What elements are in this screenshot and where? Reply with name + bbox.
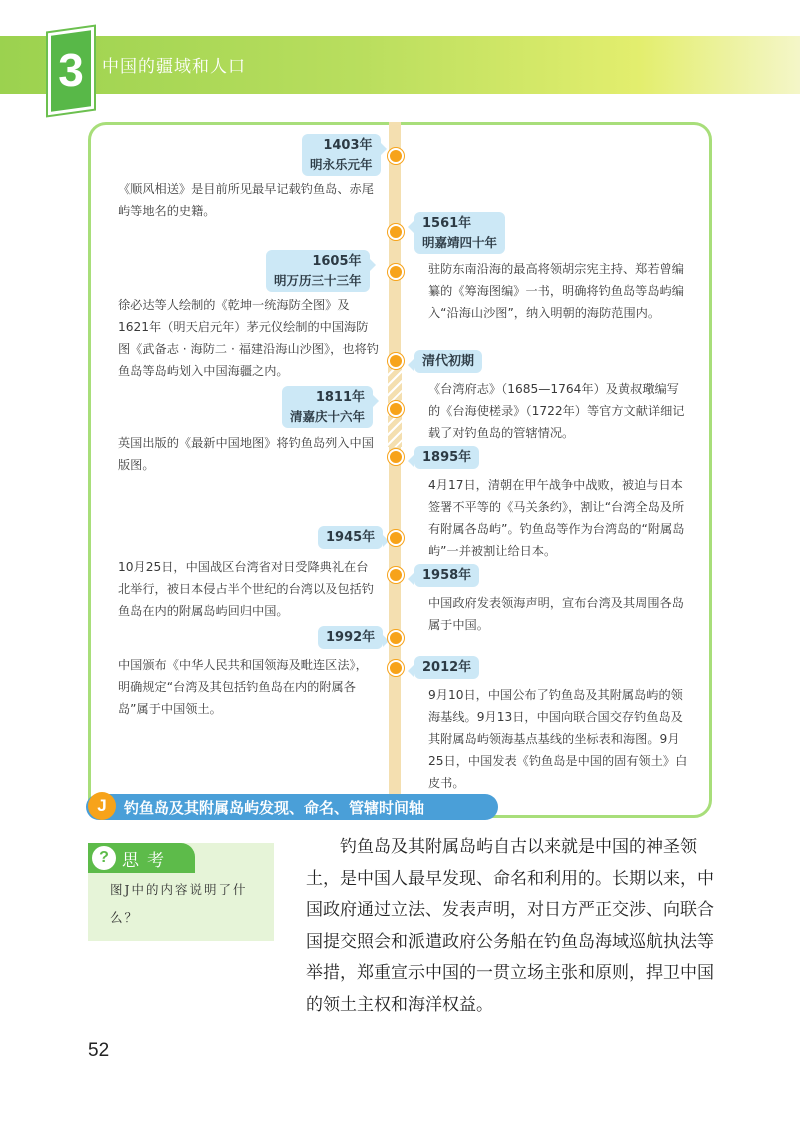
year-label: 1811年 <box>315 390 366 405</box>
timeline-event-text: 英国出版的《最新中国地图》将钓鱼岛列入中国版图。 <box>118 436 374 472</box>
era-label: 清嘉庆十六年 <box>290 409 366 424</box>
year-label: 1895年 <box>422 450 472 465</box>
timeline-event-text: 4月17日，清朝在甲午战争中战败，被迫与日本签署不平等的《马关条约》，割让“台湾全岛及所有附属各岛屿”。钓鱼岛等作为台湾岛的“附属岛屿”一并被割让给日本。 <box>428 478 685 558</box>
timeline-year-tag <box>318 626 383 649</box>
body-paragraph: 钓鱼岛及其附属岛屿自古以来就是中国的神圣领土，是中国人最早发现、命名和利用的。长期以来，中国政府通过立法、发表声明，对日方严正交涉、向联合国提交照会和派遣政府公务船在钓鱼岛海域巡航执法等举措，郑重宣示中国的一贯立场主张和原则，捍卫中国的领土主权和海洋权益。 <box>306 837 714 1015</box>
timeline-event-text: 9月10日，中国公布了钓鱼岛及其附属岛屿的领海基线。9月13日，中国向联合国交存钓鱼岛及其附属岛屿领海基点基线的坐标表和海图。9月25日，中国发表《钓鱼岛是中国的固有领土》白皮书。 <box>428 688 688 790</box>
timeline-event-text: 《台湾府志》（1685—1764年）及黄叔璥编写的《台海使槎录》（1722年）等官方文献详细记载了对钓鱼岛的管辖情况。 <box>428 382 685 440</box>
figure-caption: 钓鱼岛及其附属岛屿发现、命名、管辖时间轴 <box>124 799 425 817</box>
timeline-dot <box>388 449 404 465</box>
think-title: 思考 <box>122 851 172 871</box>
timeline-event-text: 《顺风相送》是目前所见最早记载钓鱼岛、赤尾屿等地名的史籍。 <box>118 182 374 218</box>
timeline-dot <box>388 264 404 280</box>
era-label: 明永乐元年 <box>310 157 373 172</box>
timeline-year-tag <box>266 250 370 292</box>
year-label: 1561年 <box>422 216 472 231</box>
timeline-dot <box>388 148 404 164</box>
timeline-event-text: 徐必达等人绘制的《乾坤一统海防全图》及1621年（明天启元年）茅元仪绘制的中国海防图《武备志 · 海防二 · 福建沿海山沙图》，也将钓鱼岛等岛屿划入中国海疆之内。 <box>118 298 379 378</box>
year-label: 清代初期 <box>422 354 475 369</box>
year-label: 1403年 <box>323 138 373 153</box>
timeline-dot <box>388 660 404 676</box>
timeline-event-text: 驻防东南沿海的最高将领胡宗宪主持、郑若曾编纂的《筹海图编》一书，明确将钓鱼岛等岛屿编入“沿海山沙图”，纳入明朝的海防范围内。 <box>428 262 684 320</box>
timeline-dot <box>388 224 404 240</box>
timeline-event-text: 10月25日，中国战区台湾省对日受降典礼在台北举行，被日本侵占半个世纪的台湾以及包括钓鱼岛在内的附属岛屿回归中国。 <box>118 560 374 618</box>
timeline-year-tag <box>318 526 383 549</box>
era-label: 明嘉靖四十年 <box>422 235 498 250</box>
timeline-dot <box>388 630 404 646</box>
year-label: 1605年 <box>312 254 362 269</box>
timeline-year-tag <box>414 350 482 373</box>
timeline-year-tag <box>414 212 505 254</box>
page-number: 52 <box>88 1040 110 1061</box>
timeline-year-tag <box>414 564 479 587</box>
timeline-event-text: 中国颁布《中华人民共和国领海及毗连区法》，明确规定“台湾及其包括钓鱼岛在内的附属各岛”属于中国领土。 <box>118 658 368 716</box>
question-icon: ? <box>92 846 116 870</box>
timeline-year-tag <box>282 386 373 428</box>
era-label: 明万历三十三年 <box>274 273 362 288</box>
year-label: 1992年 <box>326 630 376 645</box>
year-label: 1958年 <box>422 568 472 583</box>
timeline-year-tag <box>414 446 479 469</box>
chapter-number: 3 <box>58 44 84 96</box>
timeline-dot <box>388 530 404 546</box>
chapter-title: 中国的疆域和人口 <box>102 57 246 77</box>
figure-letter-badge: J <box>88 792 116 820</box>
year-label: 1945年 <box>326 530 376 545</box>
chapter-number-badge <box>48 27 94 115</box>
timeline-event-text: 中国政府发表领海声明，宣布台湾及其周围各岛属于中国。 <box>428 596 684 632</box>
timeline-dot <box>388 353 404 369</box>
timeline-dot <box>388 401 404 417</box>
timeline-dot <box>388 567 404 583</box>
timeline-year-tag <box>302 134 381 176</box>
year-label: 2012年 <box>422 660 472 675</box>
think-question: 图J中的内容说明了什么？ <box>110 882 248 925</box>
timeline-year-tag <box>414 656 479 679</box>
